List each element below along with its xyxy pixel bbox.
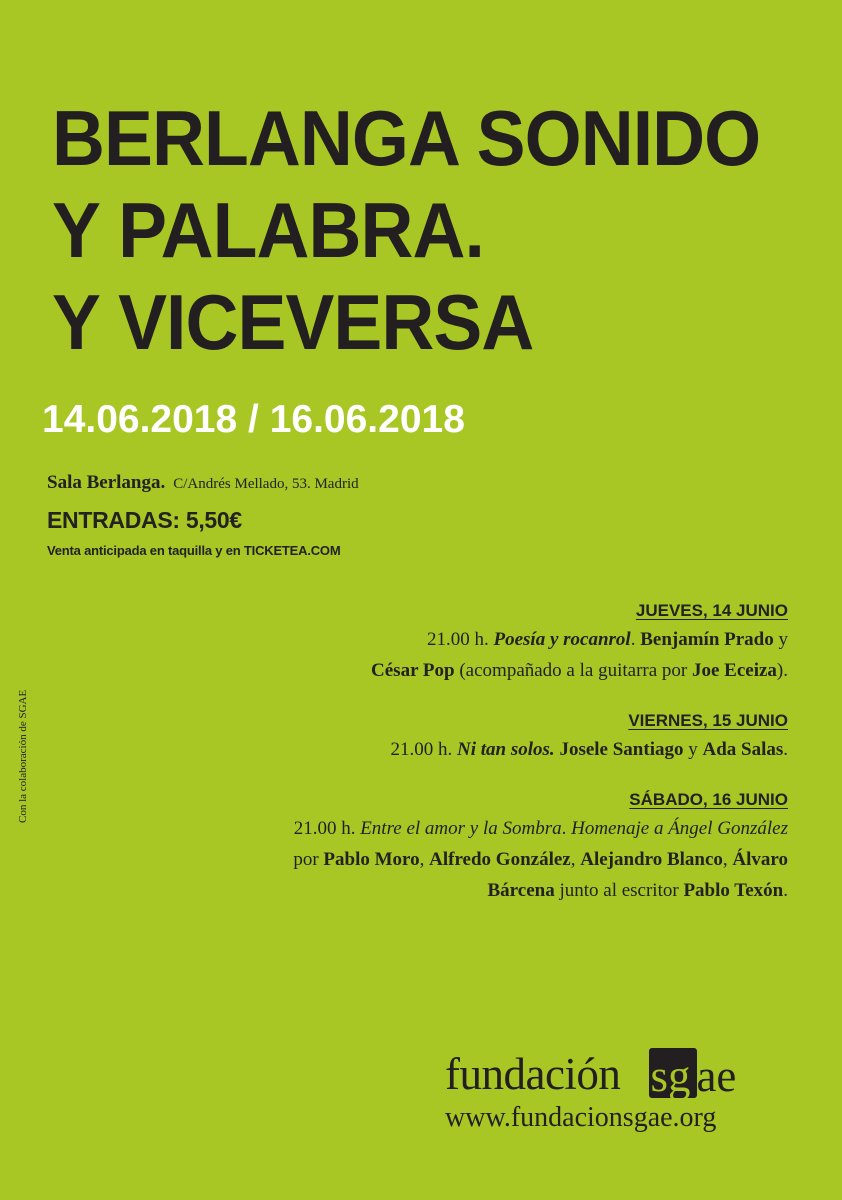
program-line: César Pop (acompañado a la guitarra por Joe Eceiza).: [371, 660, 788, 681]
logo-sgae-mark: [634, 1050, 754, 1101]
day-heading: VIERNES, 15 JUNIO: [628, 711, 788, 730]
fundacion-sgae-logo: [445, 1050, 754, 1134]
event-title: [52, 92, 760, 368]
logo-ae: ae: [696, 1051, 737, 1101]
program: [168, 598, 788, 928]
venue-address: C/Andrés Mellado, 53. Madrid: [173, 476, 359, 492]
program-day-saturday: [168, 787, 788, 906]
show-title: Ni tan solos.: [457, 739, 555, 760]
artist-name: Ada Salas: [702, 739, 784, 760]
event-dates: 14.06.2018 / 16.06.2018: [42, 398, 465, 441]
artist-name: Bárcena: [487, 880, 555, 901]
venue-info: [47, 472, 359, 494]
presale-info: Venta anticipada en taquilla y en TICKETEA.COM: [47, 543, 341, 558]
show-time: 21.00 h.: [390, 739, 453, 760]
program-line: 21.00 h. Poesía y rocanrol. Benjamín Prado y: [427, 629, 788, 650]
program-line: por Pablo Moro, Alfredo González, Alejandro Blanco, Álvaro: [293, 849, 788, 870]
title-line-3: Y VICEVERSA: [52, 278, 534, 366]
program-line: Bárcena junto al escritor Pablo Texón.: [487, 880, 788, 901]
artist-name: Alejandro Blanco: [580, 849, 723, 870]
website-url[interactable]: www.fundacionsgae.org: [445, 1102, 717, 1133]
artist-name: Pablo Moro: [323, 849, 420, 870]
program-day-thursday: [168, 598, 788, 686]
ticket-price: ENTRADAS: 5,50€: [47, 507, 242, 533]
tribute-title: Homenaje a Ángel González: [571, 818, 788, 839]
program-line: 21.00 h. Ni tan solos. Josele Santiago y Ada Salas.: [390, 739, 788, 760]
title-line-2: Y PALABRA.: [52, 186, 484, 274]
artist-name: Joe Eceiza: [691, 660, 777, 681]
artist-name: Josele Santiago: [559, 739, 684, 760]
day-heading: SÁBADO, 16 JUNIO: [629, 790, 788, 809]
logo-sg: sg: [650, 1051, 691, 1101]
artist-name: Pablo Texón: [683, 880, 784, 901]
venue-name: Sala Berlanga.: [47, 472, 166, 493]
show-time: 21.00 h.: [293, 818, 356, 839]
logo-word: fundación: [445, 1049, 621, 1099]
program-line: 21.00 h. Entre el amor y la Sombra. Homenaje a Ángel González: [293, 818, 788, 839]
artist-name: Alfredo González: [429, 849, 571, 870]
show-time: 21.00 h.: [427, 629, 489, 650]
artist-name: Álvaro: [732, 849, 788, 870]
day-heading: JUEVES, 14 JUNIO: [635, 601, 788, 620]
show-title: Entre el amor y la Sombra: [360, 818, 562, 839]
program-day-friday: [168, 708, 788, 765]
artist-name: César Pop: [371, 660, 455, 681]
artist-name: Benjamín Prado: [640, 629, 774, 650]
show-title: Poesía y rocanrol: [493, 629, 631, 650]
title-line-1: BERLANGA SONIDO: [52, 94, 761, 182]
collaboration-credit: Con la colaboración de SGAE: [17, 689, 29, 823]
